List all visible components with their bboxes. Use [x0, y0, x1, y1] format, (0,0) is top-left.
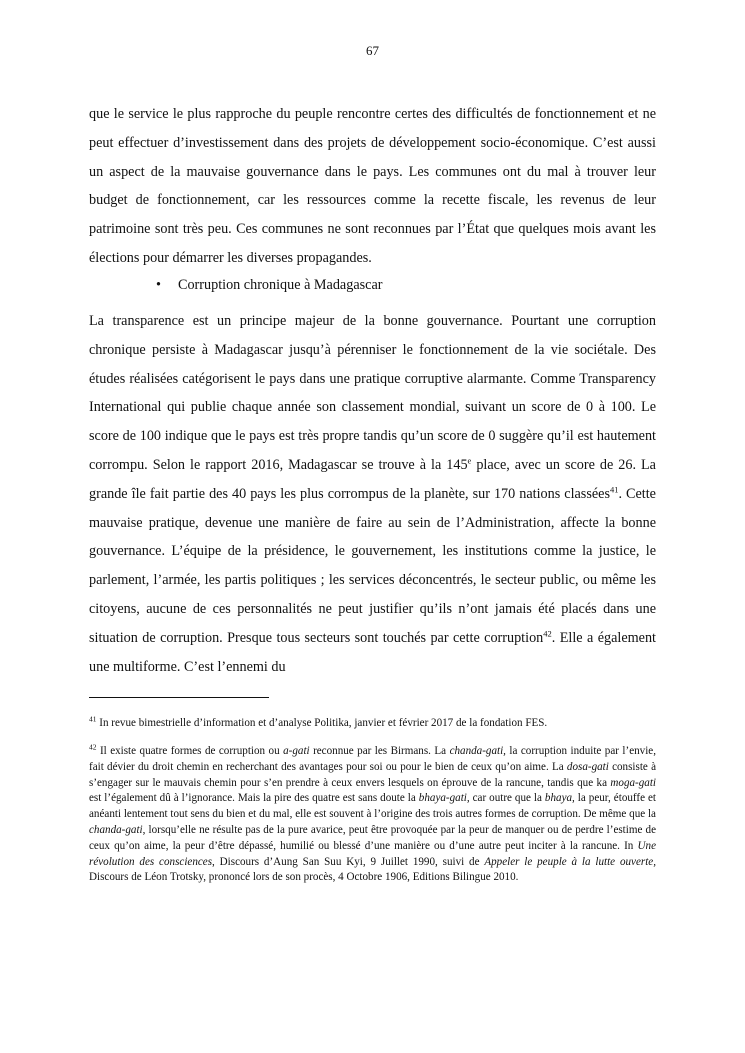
footnote-42-text: est l’également dû à l’ignorance. Mais la pire des quatre est sans doute la [89, 792, 419, 805]
footnote-41 [89, 716, 656, 732]
footnote-42-text: Il existe quatre formes de corruption ou [96, 745, 284, 757]
paragraph-corruption-part-a: La transparence est un principe majeur de la bonne gouvernance. Pourtant une corruption chronique persiste à Madagascar jusqu’à pérenniser le fonctionnement de la vie sociétale. Des études réalisées catégorisent le pays dans une pratique corruptive alarmante. Comme Transparency International qui publie chaque année son classement mondial, suivant un score de 0 à 100. Le score de 100 indique que le pays est très propre tandis qu’un score de 0 suggère qu’il est hautement corrompu. Selon le rapport 2016, Madagascar se trouve à la 145 [89, 313, 656, 473]
book-title-revolution: Une révolution des consciences [89, 839, 656, 868]
term-dosa-gati: dosa-gati [566, 760, 609, 773]
footnote-42-text: la peur, étouffe et anéanti lentement tout sens du bien et du mal, elle est souvent à l’origine des trois autres formes de corruption. De même que la [89, 792, 657, 821]
footnote-divider [89, 697, 269, 698]
footnote-42-text: consiste à s’engager sur le mauvais chemin pour s’en prendre à ceux envers lesquels on éprouve de la rancune, tandis que ka [89, 760, 656, 789]
footnote-42 [89, 744, 656, 886]
footnote-42-text: car outre que la [469, 792, 545, 805]
term-bhaya: bhaya, [544, 792, 575, 805]
term-chanda-gati: chanda-gati, [449, 745, 506, 757]
bullet-icon: • [156, 277, 161, 293]
paragraph-corruption-part-b: place, avec un score de 26. La grande île fait partie des 40 pays les plus corrompus de la planète, sur 170 nations classées [89, 456, 656, 502]
paragraph-corruption-part-d: . Elle a également une multiforme. C’est l’ennemi du [89, 629, 656, 675]
page-number: 67 [366, 43, 379, 58]
footnote-42-text: reconnue par les Birmans. La [309, 745, 450, 757]
bullet-heading [156, 271, 382, 299]
term-chanda-gati-2: chanda-gati [89, 823, 143, 836]
footnote-42-mark: 42 [89, 742, 97, 752]
rank-suffix: e [467, 455, 472, 466]
paragraph-corruption-part-c: . Cette mauvaise pratique, devenue une manière de faire au sein de l’Administration, affecte la bonne gouvernance. L’équipe de la présidence, le gouvernement, les institutions comme la justice, le parlement, l’armée, les partis politiques ; les services déconcentrés, le secteur public, ou même les citoyens, aucune de ces personnalités ne peut justifier qu’ils n’ont jamais été placés dans une situation de corruption. Presque tous secteurs sont touchés par cette corruption [89, 485, 656, 646]
paragraph-corruption [89, 307, 656, 681]
footnote-42-text: , Discours d’Aung San Suu Kyi, 9 Juillet 1990, suivi de [212, 855, 485, 868]
footnote-ref-41[interactable]: 41 [609, 484, 619, 495]
footnote-42-text: Discours de Léon Trotsky, prononcé lors de son procès, 4 Octobre 1906, Editions Bilingue 2010. [89, 871, 519, 884]
book-title-appeler: Appeler le peuple à la lutte ouverte, [484, 855, 656, 868]
term-a-gati: a-gati [283, 745, 310, 757]
bullet-heading-text: Corruption chronique à Madagascar [178, 277, 383, 293]
term-bhaya-gati: bhaya-gati, [418, 792, 470, 805]
footnote-ref-42[interactable]: 42 [543, 628, 552, 639]
footnote-42-text: , lorsqu’elle ne résulte pas de la pure avarice, peut être provoquée par la peur de manquer ou de perdre l’estime de ceux qu’on aime, la peur d’être dépassé, humilié ou blessé d’une manière ou d’une autre peut inciter à la rancune. In [89, 823, 656, 852]
footnote-41-mark: 41 [89, 714, 97, 724]
footnote-41-text: In revue bimestrielle d’information et d’analyse Politika, janvier et février 2017 de la fondation FES. [96, 717, 548, 729]
paragraph-communes: que le service le plus rapproche du peuple rencontre certes des difficultés de fonctionnement et ne peut effectuer d’investissement dans des projets de développement socio-économique. C’est aussi un aspect de la mauvaise gouvernance dans le pays. Les communes ont du mal à trouver leur budget de fonctionnement, car les ressources comme la recette fiscale, les revenus de leur patrimoine sont très peu. Ces communes ne sont reconnues par l’État que quelques mois avant les élections pour démarrer les diverses propagandes. [89, 106, 656, 266]
footnote-42-text: la corruption induite par l’envie, fait dévier du droit chemin en recherchant des avantages pour soi ou pour le bien de ceux qu’on aime. La [89, 745, 657, 773]
term-moga-gati: moga-gati [610, 776, 656, 789]
